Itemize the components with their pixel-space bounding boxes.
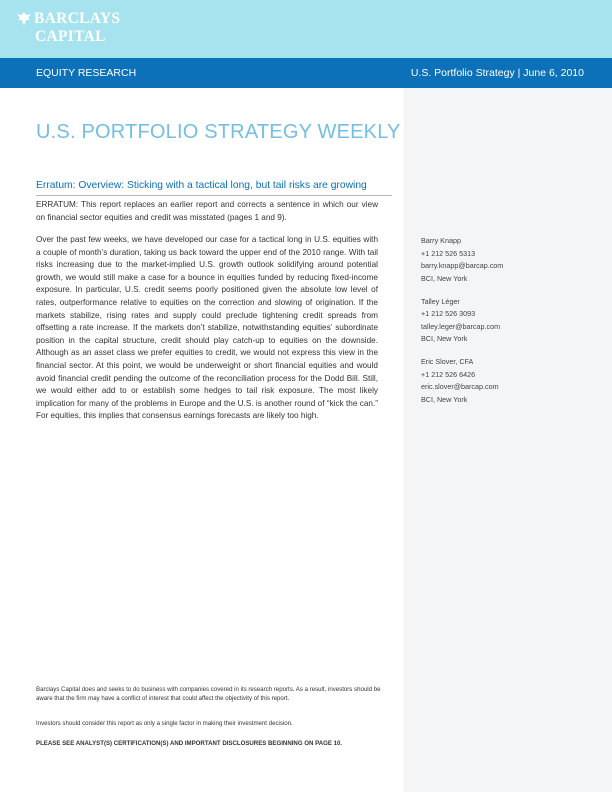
- main-paragraph: Over the past few weeks, we have developed our case for a tactical long in U.S. equities with a couple of month’s duration, taking us back toward the upper end of the 2010 range. With tail risks increasing due to the market-implied U.S. growth outlook solidifying around potential growth, we would still make a case for a bounce in equities funded by reducing fixed-income exposure. In particular, U.S. credit seems poorly positioned given the absolute low level of rates, outperformance relative to equities on the correction and slowing of origination. If the markets stabilize, rising rates and supply could preclude tightening credit spreads from offsetting a rate increase. If the markets don’t stabilize, notwithstanding equities’ subordinate position in the capital structure, credit should play catch-up to equities on the downside. Although as an asset class we prefer equities to credit, we would not express this view in the financial sector. At this point, we would be underweight or short financial equities and would avoid financial credit pending the outcome of the reconciliation process for the Dodd Bill. Still, we would either add to or establish some hedges to tail risk exposure. The most likely implication for many of the problems in Europe and the U.S. is another round of “kick the can.” For equities, this implies that consensus earnings forecasts are likely too high.: [36, 235, 378, 421]
- contact-email[interactable]: barry.knapp@barcap.com: [421, 261, 504, 270]
- erratum-paragraph: ERRATUM: This report replaces an earlier report and corrects a sentence in which our view on financial sector equities and credit was misstated (pages 1 and 9).: [36, 200, 378, 222]
- contact-location: BCI, New York: [421, 394, 468, 404]
- contact-name: Eric Slover, CFA: [421, 357, 474, 366]
- contact-phone: +1 212 526 3093: [421, 309, 476, 318]
- contact-phone: +1 212 526 6426: [421, 369, 476, 379]
- analyst-contacts: [421, 235, 503, 417]
- contact-location: BCI, New York: [421, 334, 468, 343]
- contact-card: [421, 235, 503, 285]
- contact-email[interactable]: talley.leger@barcap.com: [421, 321, 501, 331]
- contact-name: Barry Knapp: [421, 236, 461, 245]
- contact-email[interactable]: eric.slover@barcap.com: [421, 382, 499, 391]
- disclaimer-single-factor: Investors should consider this report as only a single factor in making their investment decision.: [36, 720, 293, 727]
- contact-phone: +1 212 526 5313: [421, 248, 476, 258]
- divider: [36, 195, 392, 196]
- header-bar: [0, 58, 612, 88]
- eagle-icon: [16, 11, 32, 29]
- sidebar-panel: [404, 88, 612, 792]
- disclosures-notice: PLEASE SEE ANALYST(S) CERTIFICATION(S) AND IMPORTANT DISCLOSURES BEGINNING ON PAGE 10.: [36, 740, 343, 747]
- contact-name: Talley Léger: [421, 296, 460, 306]
- section-heading: Erratum: Overview: Sticking with a tactical long, but tail risks are growing: [36, 180, 367, 191]
- logo-line1: BARCLAYS: [34, 10, 121, 27]
- contact-card: [421, 356, 503, 406]
- page-title: U.S. PORTFOLIO STRATEGY WEEKLY: [36, 121, 401, 143]
- header-report-date: U.S. Portfolio Strategy | June 6, 2010: [410, 67, 584, 79]
- header-section-label: EQUITY RESEARCH: [36, 67, 137, 79]
- logo-line2: CAPITAL: [35, 28, 106, 45]
- barclays-capital-logo: [16, 11, 120, 44]
- contact-location: BCI, New York: [421, 273, 468, 283]
- disclaimer-conflict: Barclays Capital does and seeks to do business with companies covered in its research reports. As a result, investors should be aware that the firm may have a conflict of interest that could affect the objectivity of this report.: [36, 686, 381, 702]
- contact-card: [421, 296, 503, 346]
